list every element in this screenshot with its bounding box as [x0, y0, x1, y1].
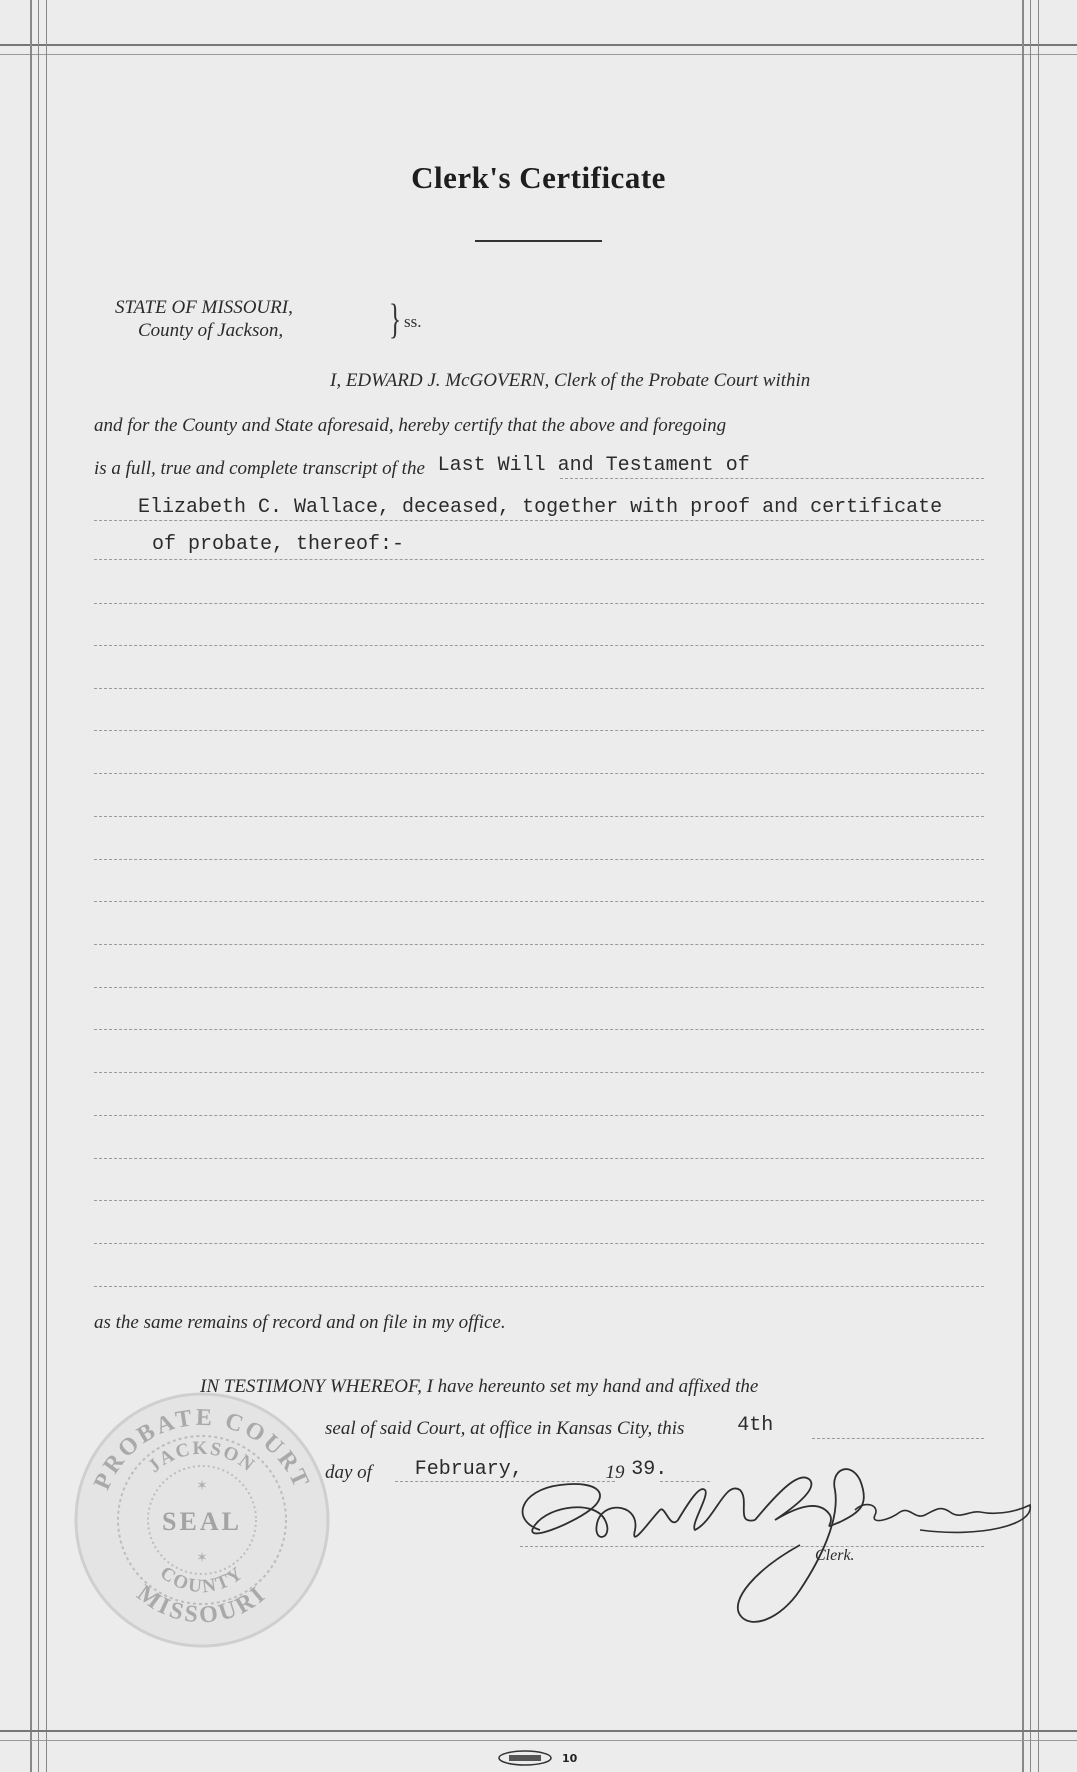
seal-star-icon: ✶ — [196, 1479, 208, 1494]
fill-line — [812, 1438, 984, 1439]
fill-line — [94, 987, 984, 988]
clerk-signature — [500, 1450, 1040, 1630]
testimony-line-2-prefix: seal of said Court, at office in Kansas City, this — [325, 1418, 685, 1439]
fill-line — [94, 1115, 984, 1116]
fill-line — [94, 773, 984, 774]
closing-line: as the same remains of record and on file in my office. — [94, 1312, 506, 1333]
fill-line — [560, 478, 984, 479]
seal-inner-top-text: JACKSON — [144, 1437, 260, 1477]
seal-center-text: SEAL — [162, 1507, 242, 1536]
fill-line — [94, 559, 984, 560]
signature-name: Edward J. McGovern — [500, 1450, 509, 1451]
fill-line — [94, 603, 984, 604]
seal-outer-bottom-text: MISSOURI — [131, 1580, 272, 1629]
bottom-border-rules — [0, 1730, 1077, 1741]
seal-inner-bottom-text: COUNTY — [155, 1562, 249, 1598]
fill-line — [94, 1072, 984, 1073]
fill-line — [94, 645, 984, 646]
title-underline — [475, 240, 602, 242]
left-border-rule — [30, 0, 32, 1772]
fill-line — [94, 1243, 984, 1244]
typed-year: 39. — [631, 1458, 668, 1481]
fill-line — [94, 1200, 984, 1201]
fill-line — [94, 816, 984, 817]
seal-outer-top-text: PROBATE COURT — [89, 1404, 315, 1494]
body-line-1: I, EDWARD J. McGOVERN, Clerk of the Probate Court within — [330, 370, 811, 391]
typed-month: February, — [414, 1458, 523, 1481]
body-line-3-prefix: is a full, true and complete transcript of the — [94, 458, 425, 479]
fill-line — [94, 520, 984, 521]
fill-line — [94, 859, 984, 860]
typed-document-type: Last Will and Testament of — [437, 454, 750, 477]
embossed-court-seal — [72, 1390, 332, 1650]
venue-brace: } — [389, 297, 402, 343]
top-border-rules — [0, 44, 1077, 55]
year-prefix: 19 — [605, 1462, 625, 1483]
typed-line-probate: of probate, thereof:- — [152, 533, 405, 556]
seal-star-icon: ✶ — [196, 1551, 208, 1566]
footer-number: 10 — [562, 1752, 578, 1765]
fill-line — [94, 688, 984, 689]
left-border-rule — [46, 0, 47, 1772]
left-border-rule — [38, 0, 39, 1772]
body-line-2: and for the County and State aforesaid, hereby certify that the above and foregoing — [94, 415, 727, 436]
fill-line — [94, 730, 984, 731]
typed-line-decedent: Elizabeth C. Wallace, deceased, together with proof and certificate — [138, 496, 943, 519]
venue-ss: ss. — [404, 312, 422, 331]
testimony-line-1: IN TESTIMONY WHEREOF, I have hereunto set my hand and affixed the — [200, 1376, 759, 1397]
typed-day: 4th — [737, 1414, 774, 1437]
venue-state: STATE OF MISSOURI, — [115, 297, 293, 318]
clerk-label: Clerk. — [815, 1547, 855, 1564]
testimony-line-3-prefix: day of — [325, 1462, 372, 1483]
fill-line — [94, 1286, 984, 1287]
fill-line — [94, 1158, 984, 1159]
fill-line — [94, 1029, 984, 1030]
fill-line — [94, 901, 984, 902]
fill-line — [94, 944, 984, 945]
venue-county: County of Jackson, — [138, 320, 284, 341]
page-title: Clerk's Certificate — [411, 160, 666, 195]
